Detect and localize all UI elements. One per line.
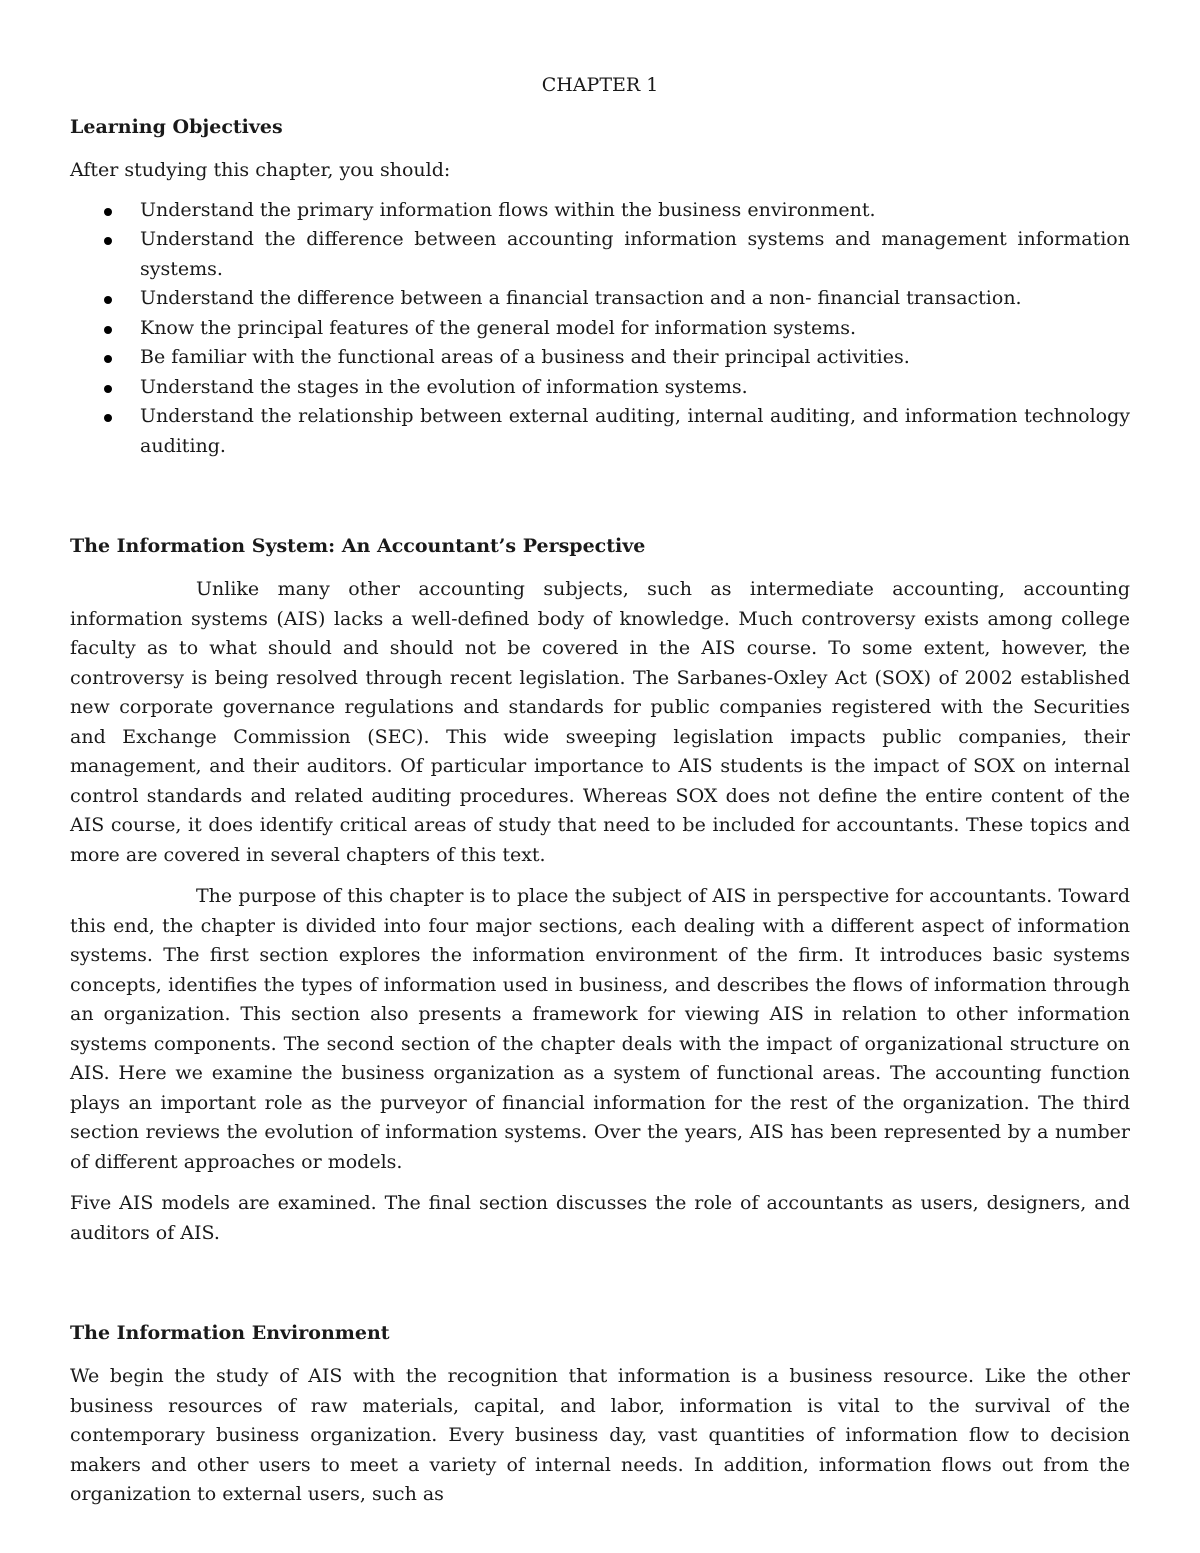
- bullet-icon: [104, 355, 112, 363]
- objectives-intro: After studying this chapter, you should:: [70, 159, 451, 181]
- section-spacer: [70, 461, 1130, 531]
- list-item: [70, 284, 1130, 314]
- document-page: [70, 70, 1130, 1522]
- section-heading-information-environment: The Information Environment: [70, 1322, 390, 1344]
- objective-text: Know the principal features of the general model for information systems.: [140, 316, 857, 339]
- list-item: [70, 314, 1130, 344]
- list-item: [70, 343, 1130, 373]
- bullet-icon: [104, 326, 112, 334]
- objectives-list: [70, 196, 1130, 462]
- list-item: [70, 402, 1130, 461]
- body-paragraph: We begin the study of AIS with the recognition that information is a business resource. Like the other business resources of raw materials, capital, and labor, information is vital to the survival of the contemporary business organization. Every business day, vast quantities of information flow to decision makers and other users to meet a variety of internal needs. In addition, information flows out from the organization to external users, such as: [70, 1365, 1130, 1505]
- section-spacer: [70, 1260, 1130, 1318]
- body-paragraph: The purpose of this chapter is to place the subject of AIS in perspective for accountants. Toward this end, the chapter is divided into four major sections, each dealing with a different aspect of information systems. The first section explores the information environment of the firm. It introduces basic systems concepts, identifies the types of information used in business, and describes the flows of information through an organization. This section also presents a framework for viewing AIS in relation to other information systems components. The second section of the chapter deals with the impact of organizational structure on AIS. Here we examine the business organization as a system of functional areas. The accounting function plays an important role as the purveyor of financial information for the rest of the organization. The third section reviews the evolution of information systems. Over the years, AIS has been represented by a number of different approaches or models.: [70, 885, 1130, 1173]
- objective-text: Understand the stages in the evolution of information systems.: [140, 375, 748, 398]
- body-paragraph: Unlike many other accounting subjects, such as intermediate accounting, accounting information systems (AIS) lacks a well-defined body of knowledge. Much controversy exists among college faculty as to what should and should not be covered in the AIS course. To some extent, however, the controversy is being resolved through recent legislation. The Sarbanes-Oxley Act (SOX) of 2002 established new corporate governance regulations and standards for public companies registered with the Securities and Exchange Commission (SEC). This wide sweeping legislation impacts public companies, their management, and their auditors. Of particular importance to AIS students is the impact of SOX on internal control standards and related auditing procedures. Whereas SOX does not define the entire content of the AIS course, it does identify critical areas of study that need to be included for accountants. These topics and more are covered in several chapters of this text.: [70, 578, 1130, 866]
- objective-text: Understand the relationship between external auditing, internal auditing, and information technology auditing.: [140, 405, 1130, 457]
- objective-text: Understand the difference between accounting information systems and management information systems.: [140, 228, 1130, 280]
- list-item: [70, 373, 1130, 403]
- bullet-icon: [104, 208, 112, 216]
- learning-objectives-heading: Learning Objectives: [70, 116, 283, 138]
- objective-text: Understand the difference between a financial transaction and a non- financial transaction.: [140, 287, 1022, 309]
- bullet-icon: [104, 296, 112, 304]
- list-item: [70, 225, 1130, 284]
- body-paragraph: Five AIS models are examined. The final section discusses the role of accountants as users, designers, and auditors of AIS.: [70, 1192, 1130, 1244]
- bullet-icon: [104, 237, 112, 245]
- bullet-icon: [104, 385, 112, 393]
- objective-text: Be familiar with the functional areas of a business and their principal activities.: [140, 346, 910, 368]
- objective-text: Understand the primary information flows within the business environment.: [140, 198, 876, 221]
- list-item: [70, 196, 1130, 226]
- chapter-title: CHAPTER 1: [541, 74, 659, 96]
- bullet-icon: [104, 414, 112, 422]
- section-heading-accountant-perspective: The Information System: An Accountant’s Perspective: [70, 535, 646, 557]
